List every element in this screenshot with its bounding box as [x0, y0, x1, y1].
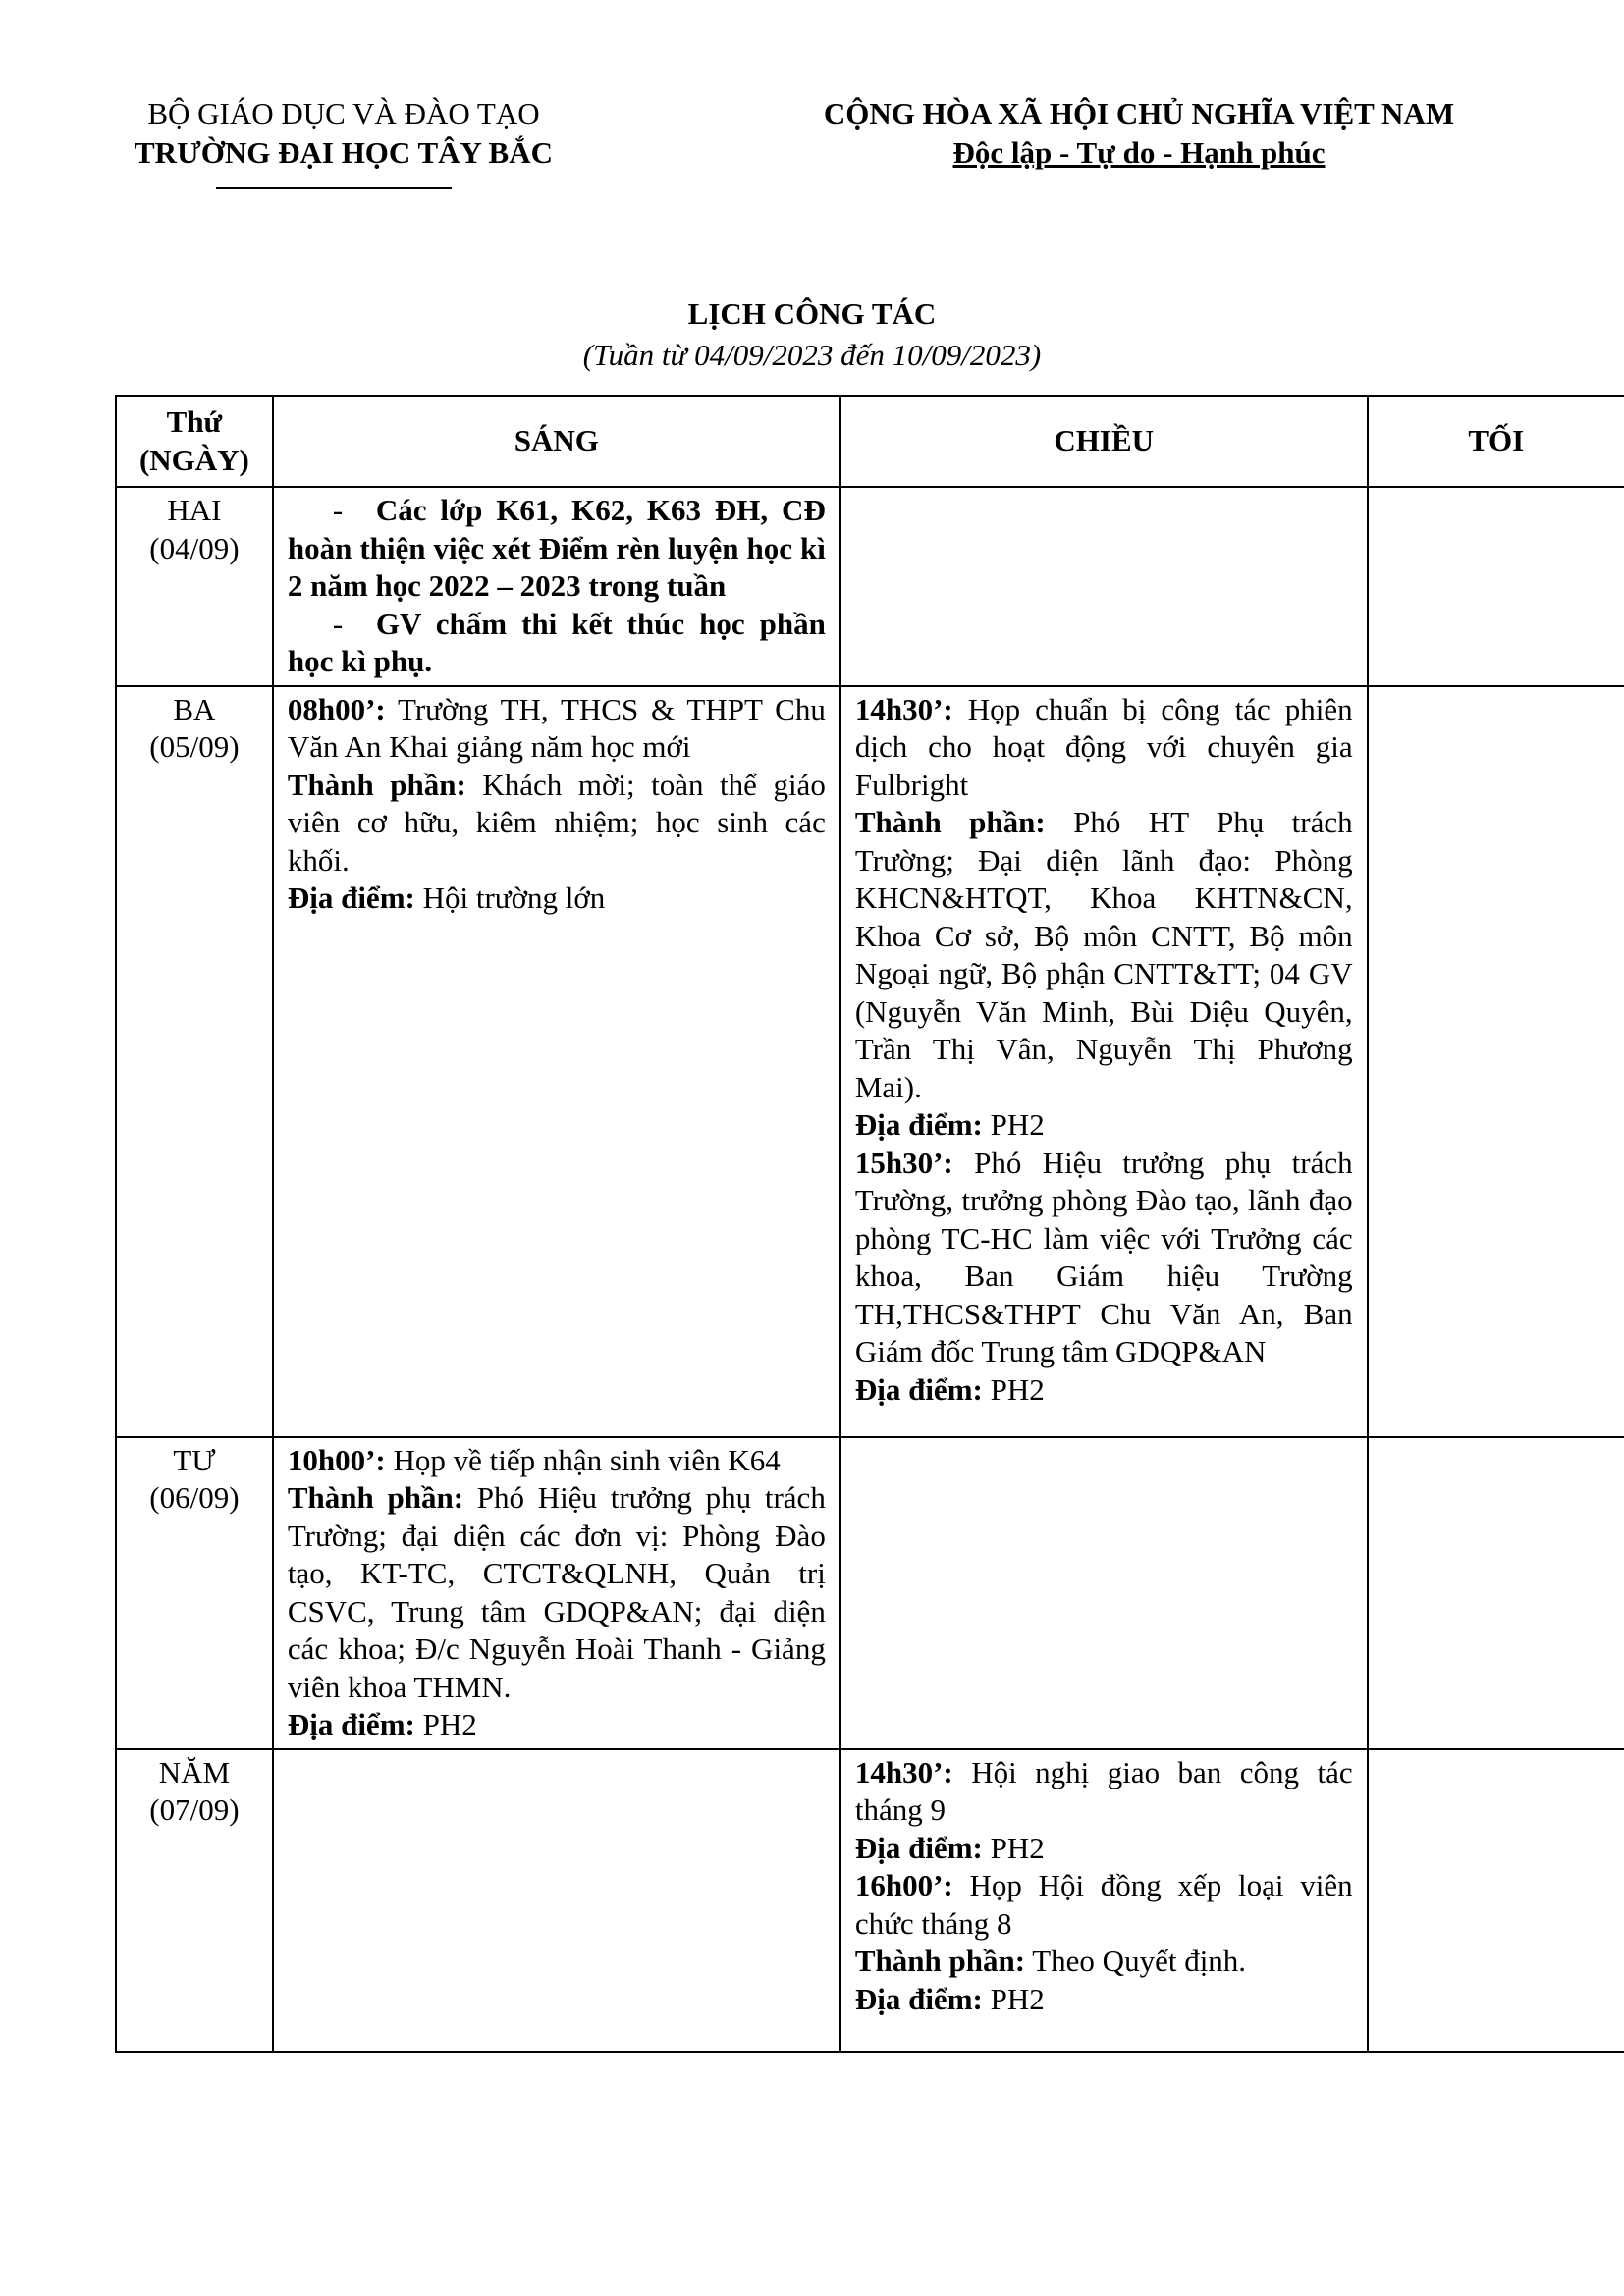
morning-cell	[273, 686, 840, 1437]
evening-cell	[1368, 1749, 1624, 2052]
event-text: Họp về tiếp nhận sinh viên K64	[393, 1442, 781, 1477]
evening-cell	[1368, 487, 1624, 686]
event-entry	[855, 691, 1353, 805]
location-entry	[288, 1706, 826, 1744]
event-time: 16h00’:	[854, 1868, 953, 1902]
event-time: 15h30’:	[854, 1145, 953, 1180]
header-morning: SÁNG	[273, 396, 840, 487]
table-row	[116, 487, 1624, 686]
day-name: HAI	[167, 493, 222, 527]
participants-label: Thành phần:	[854, 1944, 1026, 1978]
event-text: Họp Hội đồng xếp loại viên chức tháng 8	[854, 1868, 1353, 1941]
work-schedule-table	[115, 395, 1624, 2053]
participants-entry	[288, 1479, 826, 1706]
location-label: Địa điểm:	[854, 1981, 983, 2016]
morning-cell	[273, 1437, 840, 1749]
event-entry	[855, 1754, 1353, 1830]
day-date: (06/09)	[149, 1480, 240, 1515]
list-item	[288, 492, 826, 606]
event-entry	[855, 1867, 1353, 1943]
afternoon-cell	[840, 1437, 1368, 1749]
table-row	[116, 1437, 1624, 1749]
location-text: PH2	[990, 1830, 1045, 1865]
morning-cell	[273, 1749, 840, 2052]
day-date: (07/09)	[149, 1792, 240, 1827]
day-name: NĂM	[158, 1754, 231, 1789]
evening-cell	[1368, 686, 1624, 1437]
location-entry	[855, 1830, 1353, 1868]
header-day-label: Thứ	[166, 404, 223, 439]
event-text: Trường TH, THCS & THPT Chu Văn An Khai giảng năm học mới	[287, 691, 826, 764]
participants-entry	[855, 1943, 1353, 1981]
event-time: 10h00’:	[287, 1442, 386, 1477]
participants-label: Thành phần:	[854, 805, 1046, 839]
morning-cell	[273, 487, 840, 686]
participants-text: Phó HT Phụ trách Trường; Đại diện lãnh đạo: Phòng KHCN&HTQT, Khoa KHTN&CN, Khoa Cơ sở, Bộ môn CNTT, Bộ môn Ngoại ngữ, Bộ phận CNTT&TT; 04 GV (Nguyễn Văn Minh, Bùi Diệu Quyên, Trần Thị Vân, Nguyễn Thị Phương Mai).	[854, 805, 1353, 1104]
ministry-name: BỘ GIÁO DỤC VÀ ĐÀO TẠO	[147, 96, 540, 131]
day-cell	[116, 1749, 273, 2052]
document-subtitle: (Tuần từ 04/09/2023 đến 10/09/2023)	[582, 338, 1042, 372]
event-entry	[288, 691, 826, 767]
location-label: Địa điểm:	[854, 1371, 983, 1407]
location-label: Địa điểm:	[287, 881, 415, 915]
location-text: PH2	[990, 1371, 1045, 1407]
event-text: Hội nghị giao ban công tác tháng 9	[854, 1754, 1353, 1827]
national-motto-block	[776, 94, 1502, 173]
table-header-row	[116, 396, 1624, 487]
afternoon-cell	[840, 686, 1368, 1437]
bullet-text: Các lớp K61, K62, K63 ĐH, CĐ hoàn thiện việc xét Điểm rèn luyện học kì 2 năm học 2022 – 2023 trong tuần	[287, 493, 826, 603]
event-time: 14h30’:	[854, 691, 953, 726]
day-date: (04/09)	[149, 530, 240, 565]
header-day-sublabel: (NGÀY)	[138, 442, 249, 477]
location-text: PH2	[990, 1981, 1045, 2016]
location-entry	[855, 1981, 1353, 2019]
participants-text: Theo Quyết định.	[1032, 1944, 1247, 1978]
participants-label: Thành phần:	[287, 767, 466, 802]
document-title: LỊCH CÔNG TÁC	[687, 296, 937, 331]
country-name: CỘNG HÒA XÃ HỘI CHỦ NGHĨA VIỆT NAM	[823, 96, 1455, 131]
event-time: 14h30’:	[854, 1754, 953, 1789]
day-cell	[116, 487, 273, 686]
national-motto: Độc lập - Tự do - Hạnh phúc	[952, 135, 1326, 170]
location-label: Địa điểm:	[287, 1707, 415, 1741]
header-evening: TỐI	[1368, 396, 1624, 487]
header-afternoon: CHIỀU	[840, 396, 1368, 487]
evening-cell	[1368, 1437, 1624, 1749]
afternoon-cell	[840, 487, 1368, 686]
event-time: 08h00’:	[287, 691, 386, 726]
day-date: (05/09)	[149, 729, 240, 764]
location-entry	[855, 1371, 1353, 1410]
afternoon-cell	[840, 1749, 1368, 2052]
location-entry	[855, 1106, 1353, 1145]
location-label: Địa điểm:	[854, 1830, 983, 1865]
bullet-dash: -	[332, 606, 344, 641]
event-text: Phó Hiệu trưởng phụ trách Trường, trưởng phòng Đào tạo, lãnh đạo phòng TC-HC làm việc với Trưởng các khoa, Ban Giám hiệu Trường TH,THCS&THPT Chu Văn An, Ban Giám đốc Trung tâm GDQP&AN	[854, 1145, 1353, 1368]
participants-entry	[288, 767, 826, 881]
issuer-block	[108, 94, 579, 173]
university-name: TRƯỜNG ĐẠI HỌC TÂY BẮC	[135, 135, 553, 170]
location-text: Hội trường lớn	[422, 881, 606, 915]
list-item	[288, 606, 826, 681]
bullet-dash: -	[332, 493, 344, 527]
table-row	[116, 1749, 1624, 2052]
location-text: PH2	[422, 1707, 477, 1741]
participants-label: Thành phần:	[287, 1480, 464, 1515]
participants-text: Khách mời; toàn thể giáo viên cơ hữu, kiêm nhiệm; học sinh các khối.	[287, 767, 826, 878]
location-entry	[288, 880, 826, 918]
day-cell	[116, 1437, 273, 1749]
day-name: BA	[173, 691, 216, 726]
day-cell	[116, 686, 273, 1437]
table-row	[116, 686, 1624, 1437]
participants-text: Phó Hiệu trưởng phụ trách Trường; đại diện các đơn vị: Phòng Đào tạo, KT-TC, CTCT&QLNH, Quản trị CSVC, Trung tâm GDQP&AN; đại diện các khoa; Đ/c Nguyễn Hoài Thanh - Giảng viên khoa THMN.	[287, 1480, 826, 1704]
event-entry	[288, 1442, 826, 1480]
header-day	[116, 396, 273, 487]
event-text: Họp chuẩn bị công tác phiên dịch cho hoạt động với chuyên gia Fulbright	[854, 691, 1353, 802]
day-name: TƯ	[173, 1442, 216, 1477]
location-label: Địa điểm:	[854, 1107, 983, 1142]
event-entry	[855, 1145, 1353, 1371]
issuer-underline	[216, 187, 452, 189]
participants-entry	[855, 804, 1353, 1106]
location-text: PH2	[990, 1107, 1045, 1142]
bullet-text: GV chấm thi kết thúc học phần học kì phụ.	[287, 606, 826, 678]
